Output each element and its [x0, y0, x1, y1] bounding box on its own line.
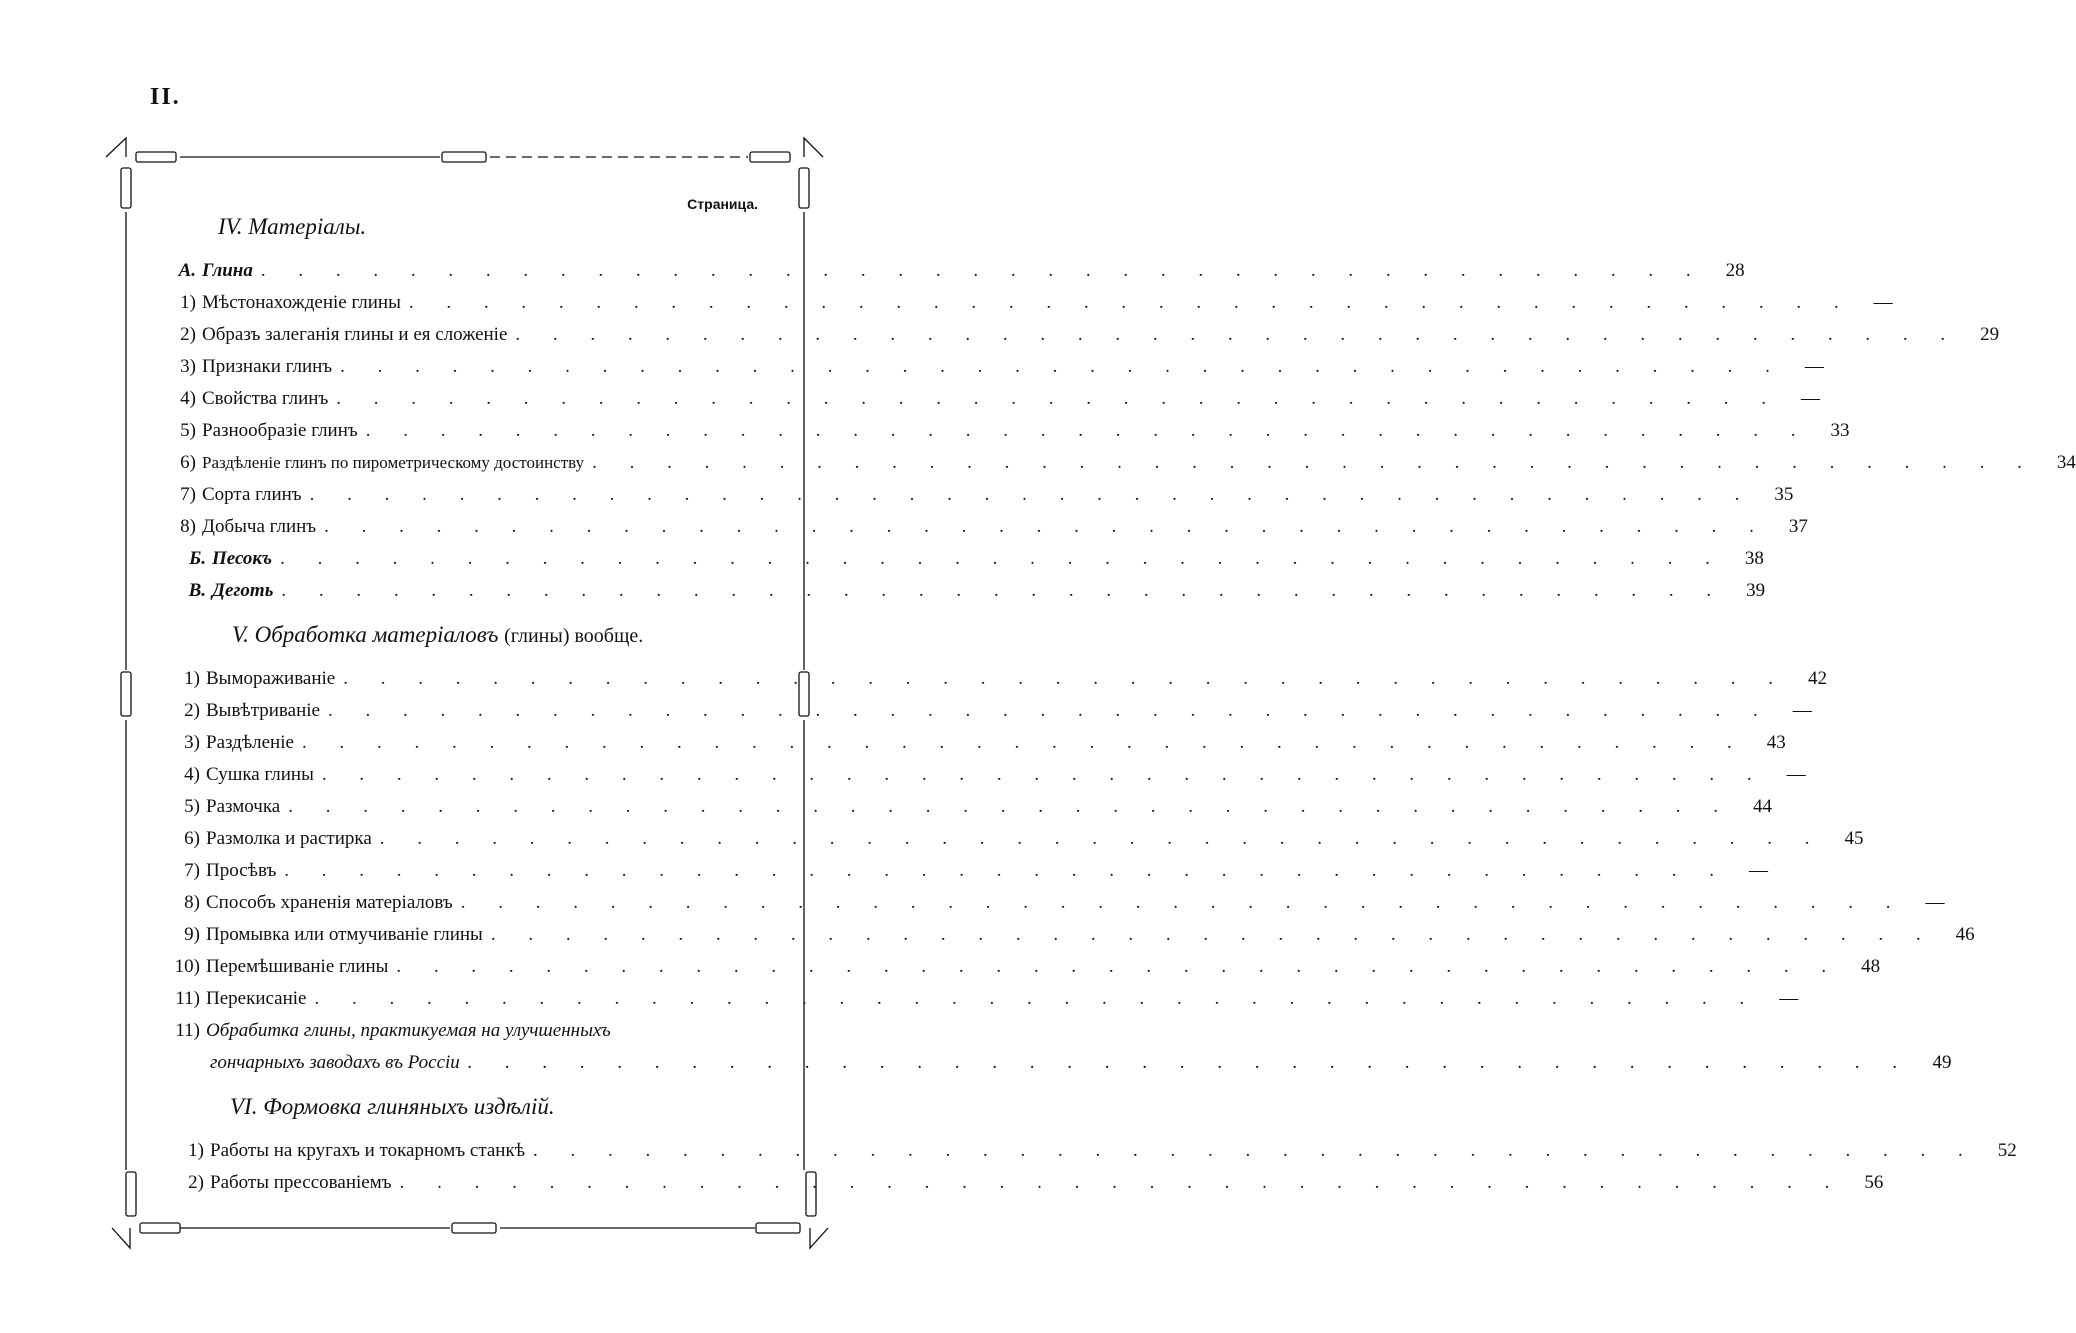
dot-leader: . . . . . . . . . . . . . . . . . . . . . . . . . . . . . . . . . . . . . . .: [280, 548, 1724, 569]
entry-page: 44: [1752, 796, 1772, 817]
entry-text: Раздѣленіе глинъ по пирометрическому достоинству: [202, 453, 585, 472]
entry-text: Раздѣленіе: [206, 732, 294, 753]
entry-page: 29: [1980, 324, 2000, 345]
entry-page: —: [1786, 764, 1806, 785]
entry-text: Свойства глинъ: [202, 388, 329, 409]
entry-page: —: [1873, 292, 1893, 313]
entry-number: 11): [175, 1020, 200, 1041]
entry-number: 2): [180, 324, 196, 345]
toc-entry: [160, 1020, 752, 1052]
entry-number: 10): [174, 956, 200, 977]
dot-leader: . . . . . . . . . . . . . . . . . . . . . . . . . . . . . . . . . . . . . . .: [288, 796, 1732, 817]
dot-leader: . . . . . . . . . . . . . . . . . . . . . . . . . . . . . . . . . . . . . . .: [321, 764, 1766, 785]
entry-page: 52: [1997, 1140, 2017, 1161]
dot-leader: . . . . . . . . . . . . . . . . . . . . . . . . . . . . . . . . . . . . . . .: [408, 292, 1853, 313]
entry-number: 4): [180, 388, 196, 409]
entry-number: 3): [180, 356, 196, 377]
entry-number: Б.: [189, 548, 206, 569]
dot-leader: . . . . . . . . . . . . . . . . . . . . . . . . . . . . . . . . . . . . . . .: [460, 892, 1905, 913]
entry-page: 39: [1746, 580, 1766, 601]
entry-page: —: [1801, 388, 1821, 409]
toc-entry: [160, 260, 1745, 292]
dot-leader: . . . . . . . . . . . . . . . . . . . . . . . . . . . . . . . . . . . . . . .: [284, 860, 1729, 881]
entry-text: Сорта глинъ: [202, 484, 302, 505]
toc-entry: [160, 860, 1769, 892]
page-number: II.: [150, 84, 181, 110]
entry-text: Перекисаніе: [206, 988, 307, 1009]
entry-page: 28: [1725, 260, 1745, 281]
dot-leader: . . . . . . . . . . . . . . . . . . . . . . . . . . . . . . . . . . . . . . .: [515, 324, 1960, 345]
toc-entry: [160, 324, 2000, 356]
entry-text: Добыча глинъ: [202, 516, 317, 537]
entry-page: 45: [1844, 828, 1864, 849]
entry-number: 5): [180, 420, 196, 441]
entry-page: —: [1804, 356, 1824, 377]
entry-number: 1): [180, 292, 196, 313]
entry-page: 46: [1955, 924, 1975, 945]
toc-entry: [160, 516, 1808, 548]
dot-leader: . . . . . . . . . . . . . . . . . . . . . . . . . . . . . . . . . . . . . . .: [301, 732, 1746, 753]
dot-leader: . . . . . . . . . . . . . . . . . . . . . . . . . . . . . . . . . . . . . . .: [281, 580, 1726, 601]
entry-page: —: [1925, 892, 1945, 913]
toc-entry: [160, 356, 1824, 388]
toc-entry: [160, 700, 1812, 732]
entry-number: А.: [178, 260, 196, 281]
entry-page: 33: [1830, 420, 1850, 441]
section-title-v-tail: (глины) вообще.: [504, 625, 644, 647]
ornamental-frame: [0, 0, 936, 1333]
entry-page: —: [1779, 988, 1799, 1009]
entry-text: Признаки глинъ: [202, 356, 333, 377]
entry-page: 38: [1744, 548, 1764, 569]
dot-leader: . . . . . . . . . . . . . . . . . . . . . . . . . . . . . . . . . . . . . . .: [336, 388, 1781, 409]
entry-number: 1): [184, 668, 200, 689]
toc-entry: [160, 1140, 2017, 1172]
dot-leader: . . . . . . . . . . . . . . . . . . . . . . . . . . . . . . . . . . . . . . .: [365, 420, 1810, 441]
entry-page: 42: [1807, 668, 1827, 689]
dot-leader: . . . . . . . . . . . . . . . . . . . . . . . . . . . . . . . . . . . . . . .: [533, 1140, 1977, 1161]
toc-entry: [160, 828, 1864, 860]
entry-text: Просѣвъ: [206, 860, 277, 881]
section-title-iv: IV. Матеріалы.: [218, 214, 367, 239]
toc-entry: [160, 668, 1827, 700]
dot-leader: . . . . . . . . . . . . . . . . . . . . . . . . . . . . . . . . . . . . . . .: [592, 452, 2036, 473]
entry-page: 48: [1861, 956, 1881, 977]
entry-number: 2): [188, 1172, 204, 1193]
toc-entry: [160, 732, 1786, 764]
entry-number: 5): [184, 796, 200, 817]
entry-number: 2): [184, 700, 200, 721]
entry-text: Сушка глины: [206, 764, 314, 785]
entry-text: Обрабитка глины, практикуемая на улучшенныхъ: [206, 1020, 611, 1041]
dot-leader: . . . . . . . . . . . . . . . . . . . . . . . . . . . . . . . . . . . . . . .: [327, 700, 1772, 721]
entry-number: 7): [180, 484, 196, 505]
entry-text: Мѣстонахожденіе глины: [202, 292, 401, 313]
toc-entry: [160, 388, 1821, 420]
dot-leader: . . . . . . . . . . . . . . . . . . . . . . . . . . . . . . . . . . . . . . .: [340, 356, 1784, 377]
entry-text: Образъ залеганія глины и ея сложеніе: [202, 324, 508, 345]
toc-entry: [160, 764, 1806, 796]
entry-text: Вымораживаніе: [206, 668, 336, 689]
dot-leader: . . . . . . . . . . . . . . . . . . . . . . . . . . . . . . . . . . . . . . .: [379, 828, 1824, 849]
entry-page: 35: [1774, 484, 1794, 505]
entry-text: Работы прессованіемъ: [210, 1172, 392, 1193]
entry-text: Разнообразіе глинъ: [202, 420, 358, 441]
entry-text: Глина: [202, 260, 253, 281]
dot-leader: . . . . . . . . . . . . . . . . . . . . . . . . . . . . . . . . . . . . . . .: [324, 516, 1768, 537]
entry-text: Способъ храненія матеріаловъ: [206, 892, 453, 913]
section-title-vi: VI. Формовка глиняныхъ издѣлій.: [230, 1094, 555, 1119]
toc-entry: [160, 420, 1850, 452]
entry-text-continued: гончарныхъ заводахъ въ Россіи: [210, 1052, 460, 1073]
entry-number: 4): [184, 764, 200, 785]
entry-number: 8): [180, 516, 196, 537]
entry-page: —: [1792, 700, 1812, 721]
entry-number: 8): [184, 892, 200, 913]
toc-entry: [160, 988, 1799, 1020]
entry-number: В.: [188, 580, 206, 601]
entry-number: 9): [184, 924, 200, 945]
entry-page: 56: [1864, 1172, 1884, 1193]
entry-page: —: [1749, 860, 1769, 881]
dot-leader: . . . . . . . . . . . . . . . . . . . . . . . . . . . . . . . . . . . . . . .: [490, 924, 1935, 945]
toc-entry: [160, 580, 1766, 612]
entry-text: Вывѣтриваніе: [206, 700, 320, 721]
entry-number: 3): [184, 732, 200, 753]
section-title-v: [232, 622, 643, 648]
dot-leader: . . . . . . . . . . . . . . . . . . . . . . . . . . . . . . . . . . . . . . .: [399, 1172, 1844, 1193]
entry-page: 37: [1788, 516, 1808, 537]
entry-page: 43: [1766, 732, 1786, 753]
entry-number: 7): [184, 860, 200, 881]
toc-entry: [160, 796, 1772, 828]
dot-leader: . . . . . . . . . . . . . . . . . . . . . . . . . . . . . . . . . . . . . . .: [309, 484, 1754, 505]
entry-text: Перемѣшиваніе глины: [206, 956, 389, 977]
section-title-v-main: V. Обработка матеріаловъ: [232, 622, 499, 647]
toc-entry: [160, 924, 1975, 956]
entry-text: Промывка или отмучиваніе глины: [206, 924, 483, 945]
entry-text: Деготь: [212, 580, 274, 601]
toc-entry-continuation: [210, 1052, 1952, 1084]
entry-number: 1): [188, 1140, 204, 1161]
toc-entry: [160, 956, 1881, 988]
dot-leader: . . . . . . . . . . . . . . . . . . . . . . . . . . . . . . . . . . . . . . .: [314, 988, 1759, 1009]
dot-leader: . . . . . . . . . . . . . . . . . . . . . . . . . . . . . . . . . . . . . . .: [343, 668, 1787, 689]
toc-entry: [160, 292, 1893, 324]
entry-text: Размолка и растирка: [206, 828, 372, 849]
toc-entry: [160, 452, 2076, 484]
toc-entry: [160, 484, 1794, 516]
page-column-label: Страница.: [687, 196, 758, 212]
dot-leader: . . . . . . . . . . . . . . . . . . . . . . . . . . . . . . . . . . . . . . .: [396, 956, 1841, 977]
entry-page: 49: [1932, 1052, 1952, 1073]
entry-number: 6): [184, 828, 200, 849]
entry-text: Размочка: [206, 796, 281, 817]
entry-text: Песокъ: [212, 548, 273, 569]
toc-entry: [160, 548, 1764, 580]
entry-page: 34: [2056, 452, 2076, 473]
toc-entry: [160, 1172, 1884, 1204]
entry-text: Работы на кругахъ и токарномъ станкѣ: [210, 1140, 526, 1161]
dot-leader: . . . . . . . . . . . . . . . . . . . . . . . . . . . . . . . . . . . . . . .: [260, 260, 1705, 281]
entry-number: 6): [180, 452, 196, 473]
toc-entry: [160, 892, 1945, 924]
dot-leader: . . . . . . . . . . . . . . . . . . . . . . . . . . . . . . . . . . . . . . .: [467, 1052, 1912, 1073]
entry-number: 11): [175, 988, 200, 1009]
